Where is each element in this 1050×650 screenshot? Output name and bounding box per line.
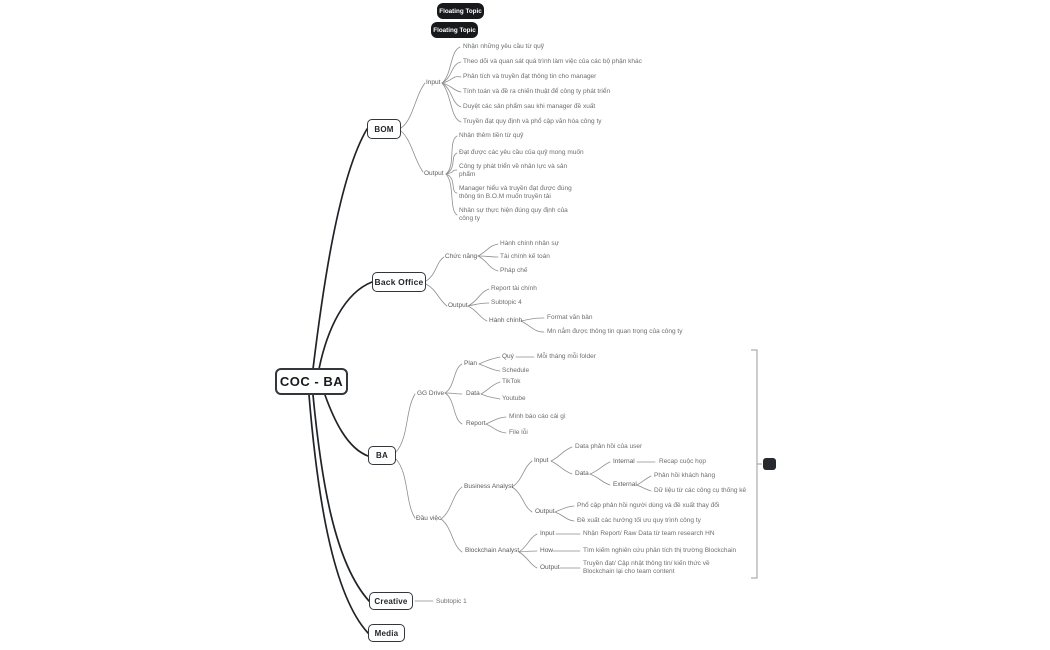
floating-topic-1-label: Floating Topic (439, 7, 482, 15)
node-gg-drive[interactable]: GG Drive (417, 390, 445, 397)
leaf-ba-out-2[interactable]: Đề xuất các hướng tối ưu quy trình công ty (577, 517, 701, 524)
leaf-ba-user-feedback[interactable]: Data phản hồi của user (575, 443, 643, 450)
node-bom-output[interactable]: Output (424, 170, 444, 177)
leaf-gg-quy-folder[interactable]: Mỗi tháng mỗi folder (537, 353, 596, 360)
leaf-bom-input-5[interactable]: Duyệt các sản phẩm sau khi manager đề xuất (463, 103, 596, 110)
floating-topic-2-label: Floating Topic (433, 26, 476, 34)
topic-back-office-label: Back Office (374, 277, 424, 287)
leaf-bom-output-4[interactable]: Manager hiểu và truyền đạt được đúng thông tin B.O.M muốn truyền tải (459, 185, 572, 200)
leaf-bc-how[interactable]: Tìm kiếm nghiên cứu phân tích thị trường Blockchain (583, 547, 737, 554)
leaf-bc-input[interactable]: Nhận Report/ Raw Data từ team research HN (583, 530, 715, 537)
leaf-gg-report-2[interactable]: File lỗi (509, 429, 528, 436)
leaf-bo-cn-1[interactable]: Hành chính nhân sự (500, 240, 559, 247)
node-gg-report[interactable]: Report (466, 420, 486, 427)
leaf-bo-report[interactable]: Report tài chính (491, 285, 537, 292)
topic-media-label: Media (374, 628, 399, 638)
node-dau-viec[interactable]: Đầu việc (416, 515, 442, 522)
topic-creative[interactable] (369, 592, 413, 610)
leaf-ba-ext-2[interactable]: Dữ liệu từ các công cụ thống kê (654, 487, 747, 494)
node-ba-data[interactable]: Data (575, 470, 589, 477)
floating-topic-2[interactable] (431, 22, 478, 38)
leaf-bom-output-3[interactable]: Công ty phát triển về nhân lực và sản phẩm (459, 163, 568, 178)
leaf-bom-input-4[interactable]: Tính toán và đề ra chiến thuật để công ty phát triển (463, 88, 611, 95)
leaf-ba-ext-1[interactable]: Phản hồi khách hàng (654, 472, 716, 479)
summary-topic-node[interactable] (763, 458, 776, 470)
node-bom-input[interactable]: Input (426, 79, 441, 86)
leaf-gg-schedule[interactable]: Schedule (502, 367, 530, 374)
leaf-creative-subtopic1[interactable]: Subtopic 1 (436, 598, 467, 605)
leaf-bom-input-1[interactable]: Nhận những yêu cầu từ quỹ (463, 43, 544, 50)
leaf-ba-out-1[interactable]: Phổ cập phản hồi người dùng và đề xuất thay đổi (577, 502, 720, 509)
topic-creative-label: Creative (374, 596, 408, 606)
leaf-bo-subtopic4[interactable]: Subtopic 4 (491, 299, 522, 306)
leaf-bo-cn-3[interactable]: Pháp chế (500, 267, 528, 274)
node-gg-plan[interactable]: Plan (464, 360, 478, 367)
node-bo-output[interactable]: Output (448, 302, 468, 309)
node-bo-chuc-nang[interactable]: Chức năng (445, 253, 478, 260)
leaf-bo-cn-2[interactable]: Tài chính kế toán (500, 253, 550, 260)
leaf-ba-recap[interactable]: Recap cuộc họp (659, 458, 706, 465)
leaf-bom-input-3[interactable]: Phân tích và truyền đạt thông tin cho manager (463, 73, 597, 80)
node-business-analyst[interactable]: Business Analyst (464, 483, 514, 490)
node-bc-how[interactable]: How (540, 547, 554, 554)
node-ba-output[interactable]: Output (535, 508, 555, 515)
root-topic[interactable] (275, 368, 348, 395)
leaf-gg-youtube[interactable]: Youtube (502, 395, 526, 402)
node-gg-quy[interactable]: Quý (502, 353, 514, 360)
node-blockchain-analyst[interactable]: Blockchain Analyst (465, 547, 520, 554)
leaf-gg-tiktok[interactable]: TikTok (502, 378, 521, 385)
leaf-bom-output-2[interactable]: Đạt được các yêu cầu của quỹ mong muốn (459, 149, 584, 156)
leaf-gg-report-1[interactable]: Mình báo cáo cái gì (509, 413, 566, 420)
node-gg-data[interactable]: Data (466, 390, 480, 397)
node-ba-external[interactable]: External (613, 481, 637, 488)
summary-bracket (751, 350, 762, 578)
leaf-bom-input-2[interactable]: Theo dõi và quan sát quá trình làm việc của các bộ phận khác (463, 58, 642, 65)
leaf-bom-input-6[interactable]: Truyền đạt quy định và phổ cập văn hóa công ty (463, 118, 602, 125)
node-ba-internal[interactable]: Internal (613, 458, 635, 465)
leaf-bo-hc-2[interactable]: Mn nắm được thông tin quan trọng của công ty (547, 328, 683, 335)
leaf-bc-output[interactable]: Truyền đạt/ Cập nhật thông tin/ kiến thức về Blockchain lại cho team content (583, 560, 710, 575)
node-bo-hanh-chinh[interactable]: Hành chính (489, 317, 523, 324)
topic-media[interactable] (368, 624, 405, 642)
node-bc-output[interactable]: Output (540, 564, 560, 571)
topic-back-office[interactable] (372, 272, 426, 292)
topic-bom[interactable] (367, 119, 401, 139)
topic-ba-label: BA (376, 451, 388, 460)
root-topic-label: COC - BA (279, 374, 344, 389)
leaf-bo-hc-1[interactable]: Format văn bản (547, 314, 593, 321)
topic-ba[interactable] (368, 446, 396, 465)
leaf-bom-output-1[interactable]: Nhận thêm tiền từ quỹ (459, 132, 524, 139)
node-bc-input[interactable]: Input (540, 530, 555, 537)
leaf-bom-output-5[interactable]: Nhân sự thực hiện đúng quy định của công ty (459, 207, 568, 222)
floating-topic-1[interactable] (437, 3, 484, 19)
topic-bom-label: BOM (374, 124, 394, 134)
node-ba-input[interactable]: Input (534, 457, 549, 464)
